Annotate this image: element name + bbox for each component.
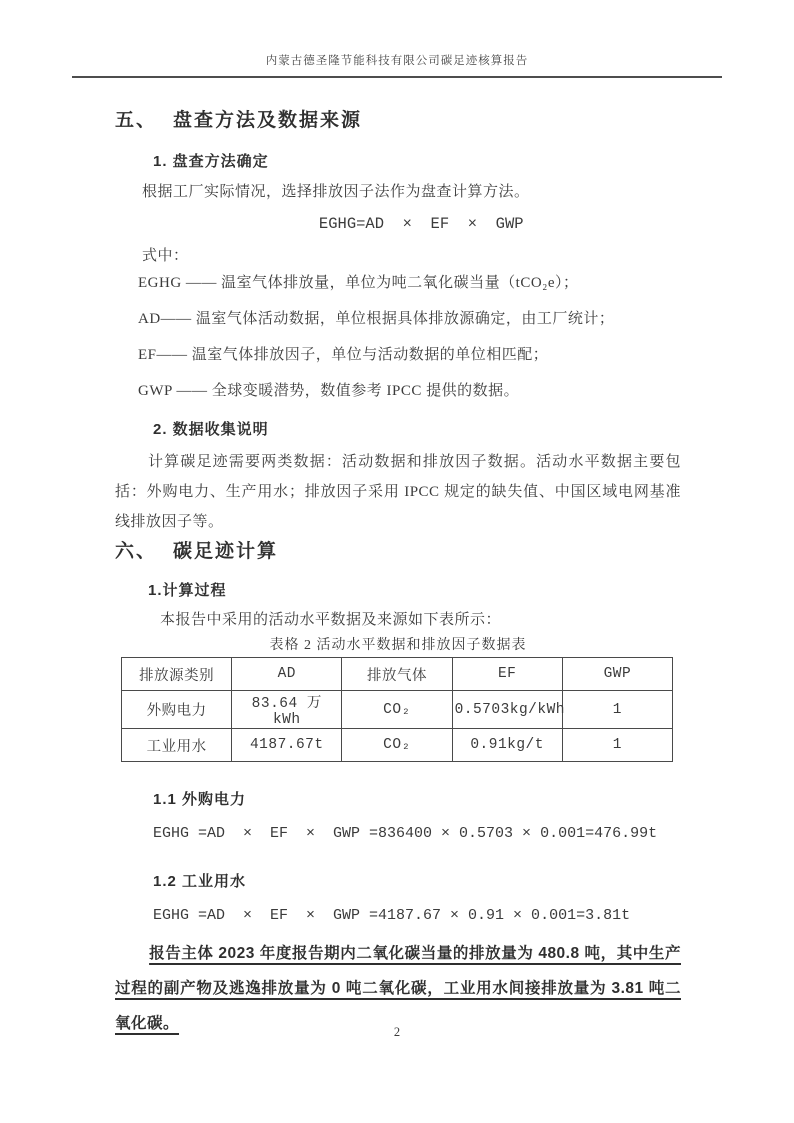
- table-caption: 表格 2 活动水平数据和排放因子数据表: [269, 638, 527, 653]
- section-6-heading: [115, 538, 681, 565]
- subsection-method-heading: 1. 盘查方法确定: [153, 153, 269, 170]
- definition-ad: AD—— 温室气体活动数据，单位根据具体排放源确定，由工厂统计；: [138, 311, 615, 327]
- header-cell-source: 排放源类别: [122, 658, 232, 691]
- definition-eghg: EGHG —— 温室气体排放量，单位为吨二氧化碳当量（tCO₂e）；: [138, 275, 579, 291]
- table-header-row: [122, 658, 673, 691]
- page-number: 2: [393, 1025, 401, 1039]
- page-content: [115, 107, 681, 1041]
- cell-gas: CO₂: [342, 691, 452, 729]
- data-collection-paragraph: 计算碳足迹需要两类数据：活动数据和排放因子数据。活动水平数据主要包括：外购电力、生产用水；排放因子采用 IPCC 规定的缺失值、中国区域电网基准线排放因子等。: [115, 454, 681, 530]
- formula-lead: 式中：: [142, 248, 189, 264]
- cell-ad: 4187.67t: [232, 729, 342, 762]
- header-cell-ef: EF: [452, 658, 562, 691]
- process-heading: 1.计算过程: [148, 582, 227, 599]
- activity-data-table: [121, 657, 673, 762]
- method-paragraph: 根据工厂实际情况，选择排放因子法作为盘查计算方法。: [142, 184, 530, 200]
- section-6-title: 碳足迹计算: [173, 541, 279, 562]
- header-cell-ad: AD: [232, 658, 342, 691]
- water-calculation: EGHG =AD × EF × GWP =4187.67 × 0.91 × 0.001=3.81t: [153, 907, 631, 924]
- formula-definitions: [115, 273, 681, 402]
- header-cell-gas: 排放气体: [342, 658, 452, 691]
- cell-ef: 0.5703kg/kWh: [452, 691, 562, 729]
- definition-gwp: GWP —— 全球变暖潜势，数值参考 IPCC 提供的数据。: [138, 383, 520, 399]
- cell-gas: CO₂: [342, 729, 452, 762]
- subsection-data-heading: 2. 数据收集说明: [153, 421, 269, 438]
- cell-source: 工业用水: [122, 729, 232, 762]
- cell-ad: 83.64 万 kWh: [232, 691, 342, 729]
- header-cell-gwp: GWP: [562, 658, 672, 691]
- section-5-number: 五、: [115, 110, 158, 131]
- electricity-calculation: EGHG =AD × EF × GWP =836400 × 0.5703 × 0.001=476.99t: [153, 825, 658, 842]
- table-row: [122, 729, 673, 762]
- header-title: 内蒙古德圣隆节能科技有限公司碳足迹核算报告: [265, 55, 529, 67]
- section-5-heading: [115, 107, 681, 134]
- electricity-heading: 1.1 外购电力: [153, 791, 247, 808]
- cell-source: 外购电力: [122, 691, 232, 729]
- table-intro: 本报告中采用的活动水平数据及来源如下表所示：: [160, 612, 502, 628]
- ghg-formula: EGHG=AD × EF × GWP: [318, 215, 524, 233]
- water-heading: 1.2 工业用水: [153, 873, 247, 890]
- cell-gwp: 1: [562, 729, 672, 762]
- section-6-number: 六、: [115, 541, 158, 562]
- cell-gwp: 1: [562, 691, 672, 729]
- page-header: [72, 52, 722, 78]
- definition-ef: EF—— 温室气体排放因子，单位与活动数据的单位相匹配；: [138, 347, 549, 363]
- conclusion-paragraph: 报告主体 2023 年度报告期内二氧化碳当量的排放量为 480.8 吨，其中生产过程的副产物及逃逸排放量为 0 吨二氧化碳，工业用水间接排放量为 3.81 吨二氧化碳。: [115, 945, 681, 1032]
- section-5-title: 盘查方法及数据来源: [173, 110, 363, 131]
- cell-ef: 0.91kg/t: [452, 729, 562, 762]
- table-row: [122, 691, 673, 729]
